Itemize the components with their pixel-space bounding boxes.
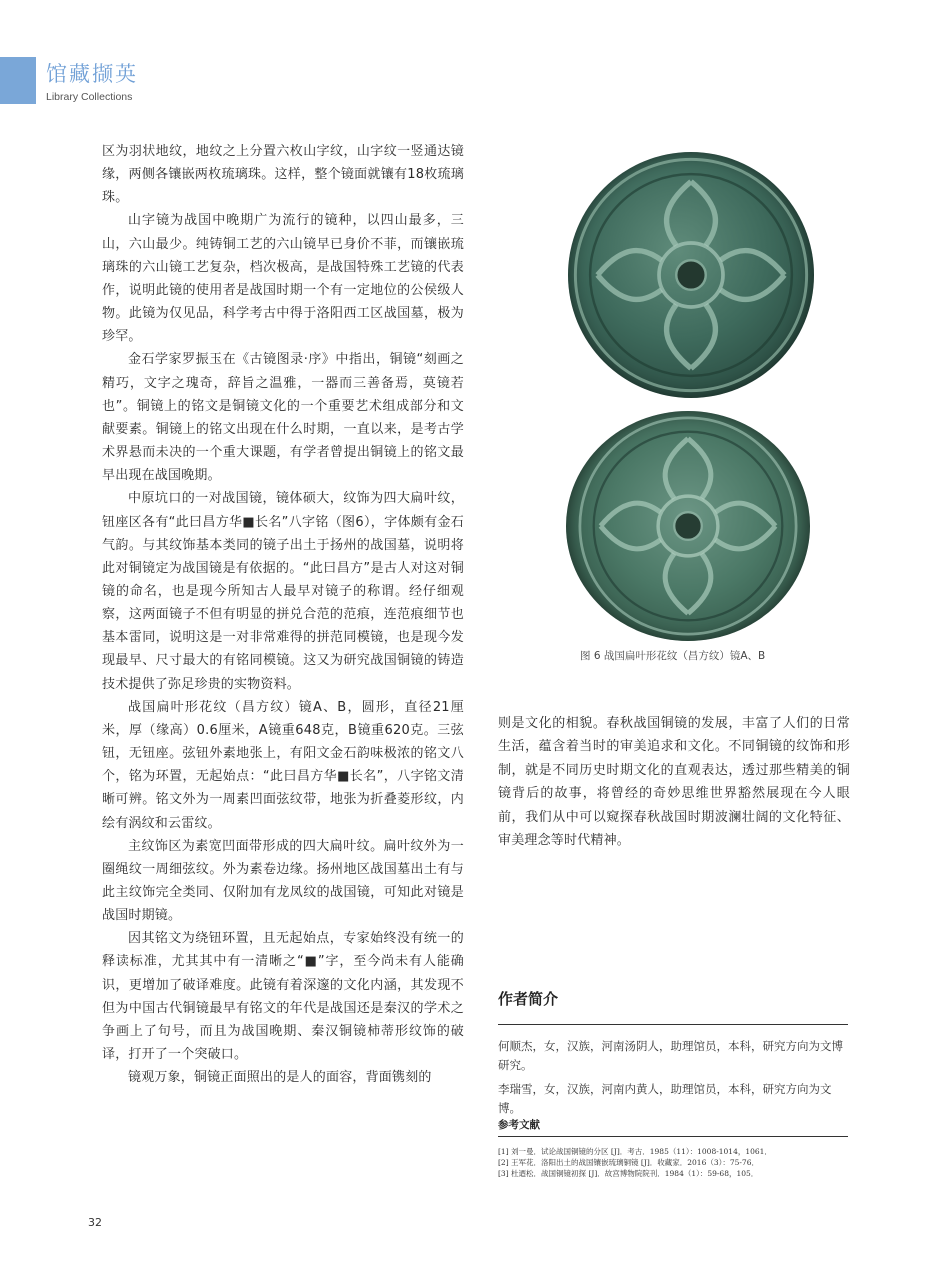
paragraph: 金石学家罗振玉在《古镜图录·序》中指出，铜镜“刻画之精巧，文字之瑰奇，辞旨之温雅，一器而三善备焉，莫镜若也”。铜镜上的铭文是铜镜文化的一个重要艺术组成部分和文献要素。铜镜上的铭文出现在什么时期，一直以来，是考古学术界悬而未决的一个重大课题，有学者曾提出铜镜上的铭文最早出现在战国晚期。 — [102, 352, 464, 484]
paragraph: 山字镜为战国中晚期广为流行的镜种，以四山最多，三山，六山最少。纯铸铜工艺的六山镜早已身价不菲，而镶嵌琉璃珠的六山镜工艺复杂，档次极高，是战国特殊工艺镜的代表作，说明此镜的使用者是战国时期一个有一定地位的公侯级人物。此镜为仅见品，科学考古中得于洛阳西工区战国墓，极为珍罕。 — [102, 213, 464, 345]
right-column — [498, 712, 850, 852]
reference-item: [3] 杜迺松．战国铜镜初探 [J]．故宫博物院院刊．1984（1）：59-68，105． — [498, 1169, 759, 1178]
paragraph: 区为羽状地纹，地纹之上分置六枚山字纹，山字纹一竖通达镜缘，两侧各镶嵌两枚琉璃珠。这样，整个镜面就镶有18枚琉璃珠。 — [102, 144, 464, 206]
mirror-a-pattern — [568, 152, 814, 398]
figure-caption: 图 6 战国扁叶形花纹（昌方纹）镜A、B — [580, 650, 766, 662]
paragraph: 主纹饰区为素宽凹面带形成的四大扁叶纹。扁叶纹外为一圈绳纹一周细弦纹。外为素卷边缘。扬州地区战国墓出土有与此主纹饰完全类同、仅附加有龙凤纹的战国镜，可知此对镜是战国时期镜。 — [102, 838, 464, 924]
paragraph: 中原坑口的一对战国镜，镜体硕大，纹饰为四大扁叶纹，钮座区各有“此曰昌方华■长名”八字铭（图6），字体颇有金石气韵。与其纹饰基本类同的镜子出土于扬州的战国墓，说明将此对铜镜定为战国镜是有依据的。“此曰昌方”是古人对这对铜镜的命名，也是现今所知古人最早对镜子的称谓。经仔细观察，这两面镜子不但有明显的拼兑合范的范痕，连范痕细节也基本雷同，说明这是一对非常难得的拼范同模镜，也是现今发现最早、尺寸最大的有铭同模镜。这又为研究战国铜镜的铸造技术提供了弥足珍贵的实物资料。 — [102, 491, 464, 692]
paragraph: 则是文化的相貌。春秋战国铜镜的发展，丰富了人们的日常生活，蕴含着当时的审美追求和文化。不同铜镜的纹饰和形制，就是不同历史时期文化的直观表达，透过那些精美的铜镜背后的故事，将曾经的奇妙思维世界豁然展现在今人眼前，我们从中可以窥探春秋战国时期波澜壮阔的文化特征、审美理念等时代精神。 — [498, 716, 850, 849]
references-title: 参考文献 — [498, 1119, 540, 1131]
reference-item: [1] 刘一曼．试论战国铜镜的分区 [J]．考古．1985（11）：1008-1014，1061． — [498, 1147, 772, 1156]
bronze-mirror-a-image — [568, 152, 814, 398]
author-bio-2: 李瑞雪，女，汉族，河南内黄人，助理馆员，本科，研究方向为文博。 — [498, 1082, 832, 1115]
paragraph: 镜观万象，铜镜正面照出的是人的面容，背面镌刻的 — [128, 1070, 432, 1086]
section-title: 馆藏撷英 — [46, 62, 138, 86]
references-list — [498, 1146, 850, 1179]
section-accent-block — [0, 57, 36, 104]
divider — [498, 1136, 848, 1137]
mirror-b-pattern — [566, 411, 810, 641]
paragraph: 战国扁叶形花纹（昌方纹）镜A、B，圆形，直径21厘米，厚（缘高）0.6厘米，A镜重648克，B镜重620克。三弦钮，无钮座。弦钮外素地张上，有阳文金石韵味极浓的铭文八个，铭为环置，无起始点：“此曰昌方华■长名”，八字铭文清晰可辨。铭文外为一周素凹面弦纹带，地张为折叠菱形纹，内绘有涡纹和云雷纹。 — [102, 699, 464, 831]
divider — [498, 1024, 848, 1025]
section-subtitle: Library Collections — [46, 91, 133, 103]
author-section-title: 作者简介 — [498, 990, 559, 1008]
author-bio-1: 何顺杰，女，汉族，河南汤阴人，助理馆员，本科，研究方向为文博研究。 — [498, 1039, 843, 1072]
bronze-mirror-b-image — [566, 411, 810, 641]
page-number: 32 — [88, 1216, 102, 1229]
paragraph: 因其铭文为绕钮环置，且无起始点，专家始终没有统一的释读标准，尤其其中有一清晰之“■”字，至今尚未有人能确识，更增加了破译难度。此镜有着深邃的文化内涵，其发现不但为中国古代铜镜最早有铭文的年代是战国还是秦汉的学术之争画上了句号，而且为战国晚期、秦汉铜镜柿蒂形纹饰的破译，打开了一个突破口。 — [102, 931, 464, 1063]
reference-item: [2] 王军花．洛阳出土的战国镶嵌琉璃铜镜 [J]．收藏家．2016（3）：75-76． — [498, 1158, 759, 1167]
left-column — [102, 140, 464, 1089]
